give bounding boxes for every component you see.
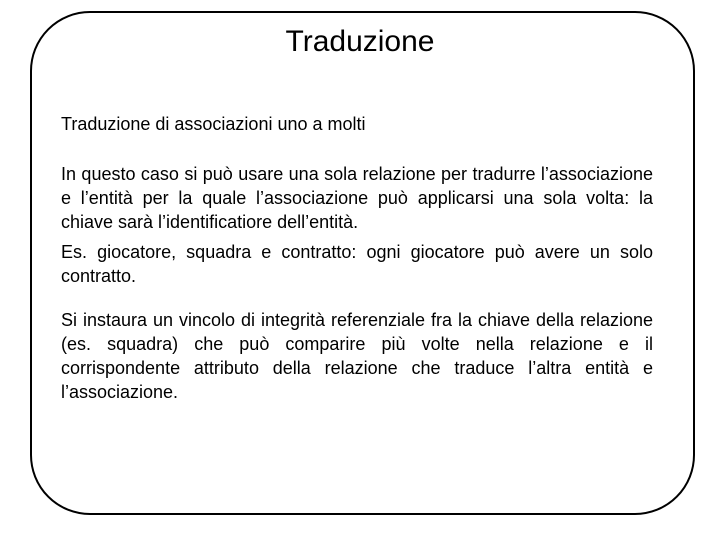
body-paragraph-2: Es. giocatore, squadra e contratto: ogni giocatore può avere un solo contratto. xyxy=(61,242,653,286)
slide-title: Traduzione xyxy=(285,25,435,58)
body-paragraph-3: Si instaura un vincolo di integrità referenziale fra la chiave della relazione (es. squadra) che può comparire più volte nella relazione e il corrispondente attributo della relazione che traduce l’altra entità e l’associazione. xyxy=(61,310,653,402)
slide-subtitle: Traduzione di associazioni uno a molti xyxy=(61,114,366,134)
body-paragraph-1: In questo caso si può usare una sola relazione per tradurre l’associazione e l’entità per la quale l’associazione può applicarsi una sola volta: la chiave sarà l’identificatiore dell’entità. xyxy=(61,164,653,232)
slide-content xyxy=(61,112,653,404)
